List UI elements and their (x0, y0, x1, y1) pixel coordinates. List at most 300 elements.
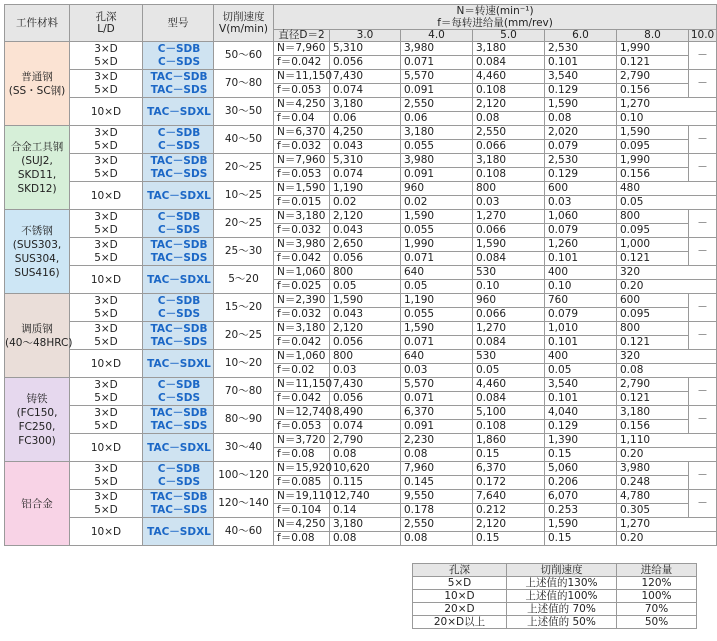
feed-value: 0.08 (330, 532, 401, 546)
cutting-speed: 70～80 (214, 378, 274, 406)
header-material: 工件材料 (5, 5, 70, 42)
model-value: TAC－SDS (150, 251, 208, 264)
model-value: C－SDS (157, 307, 201, 320)
cutting-speed: 5～20 (214, 266, 274, 294)
hole-depth-value: 3×D (94, 462, 118, 475)
table-row (5, 70, 717, 84)
feed-value: 0.08 (401, 448, 473, 462)
empty-cell: － (689, 126, 717, 154)
rpm-d2: N＝19,110 (274, 490, 330, 504)
rpm-value: 800 (330, 266, 401, 280)
rpm-value: 2,550 (401, 518, 473, 532)
feed-value: 0.05 (401, 280, 473, 294)
feed-value: 0.05 (617, 196, 717, 210)
rpm-value: 1,010 (545, 322, 617, 336)
rpm-value: 1,860 (473, 434, 545, 448)
feed-value: 0.055 (401, 140, 473, 154)
feed-value: 0.212 (473, 504, 545, 518)
empty-cell: － (689, 238, 717, 266)
rpm-value: 3,980 (617, 462, 689, 476)
header-speed-unit: V(m/min) (219, 23, 268, 35)
feed-value: 0.056 (330, 252, 401, 266)
rpm-value: 1,000 (617, 238, 689, 252)
rpm-value: 400 (545, 350, 617, 364)
rpm-value: 1,060 (545, 210, 617, 224)
material-name-line: FC300) (18, 434, 56, 447)
correction-cell: 上述值的 70% (507, 603, 617, 616)
feed-value: 0.05 (545, 364, 617, 378)
material-name-line: 普通钢 (21, 70, 53, 83)
rpm-value: 320 (617, 350, 717, 364)
model-value: TAC－SDXL (147, 357, 211, 370)
feed-value: 0.10 (545, 280, 617, 294)
empty-cell: － (689, 462, 717, 490)
correction-cell: 120% (617, 577, 697, 590)
model-value: TAC－SDB (150, 154, 208, 167)
hole-depth (70, 238, 143, 266)
rpm-value: 600 (617, 294, 689, 308)
feed-d2: f＝0.053 (274, 168, 330, 182)
rpm-value: 2,230 (401, 434, 473, 448)
correction-table (412, 563, 697, 629)
hole-depth (70, 518, 143, 546)
feed-value: 0.095 (617, 140, 689, 154)
cutting-speed: 20～25 (214, 322, 274, 350)
model-number (143, 266, 214, 294)
feed-value: 0.101 (545, 56, 617, 70)
rpm-value: 800 (617, 322, 689, 336)
empty-cell: － (689, 322, 717, 350)
header-depth-label: 孔深 (95, 11, 117, 23)
hole-depth-value: 10×D (90, 441, 122, 454)
cutting-speed: 120～140 (214, 490, 274, 518)
hole-depth-value: 10×D (90, 273, 122, 286)
feed-value: 0.129 (545, 420, 617, 434)
feed-value: 0.129 (545, 168, 617, 182)
rpm-value: 1,270 (473, 210, 545, 224)
hole-depth-value: 5×D (94, 335, 118, 348)
feed-value: 0.084 (473, 56, 545, 70)
rpm-d2: N＝1,060 (274, 350, 330, 364)
rpm-d2: N＝1,060 (274, 266, 330, 280)
correction-header-2: 进给量 (617, 564, 697, 577)
model-number (143, 98, 214, 126)
feed-value: 0.079 (545, 308, 617, 322)
empty-cell: － (689, 490, 717, 518)
table-row (5, 238, 717, 252)
hole-depth-value: 10×D (90, 525, 122, 538)
hole-depth-value: 5×D (94, 391, 118, 404)
feed-value: 0.115 (330, 476, 401, 490)
rpm-value: 530 (473, 266, 545, 280)
material-name-line: SUS416) (14, 266, 60, 279)
feed-value: 0.178 (401, 504, 473, 518)
hole-depth (70, 42, 143, 70)
material-name (5, 42, 70, 126)
rpm-value: 2,120 (473, 518, 545, 532)
table-row (5, 154, 717, 168)
correction-header-1: 切削速度 (507, 564, 617, 577)
hole-depth (70, 98, 143, 126)
hole-depth-value: 3×D (94, 126, 118, 139)
feed-value: 0.121 (617, 56, 689, 70)
hole-depth-value: 5×D (94, 503, 118, 516)
empty-cell: － (689, 378, 717, 406)
header-speed-label: 切削速度 (222, 11, 265, 23)
feed-value: 0.121 (617, 392, 689, 406)
cutting-speed: 70～80 (214, 70, 274, 98)
rpm-value: 3,180 (330, 518, 401, 532)
model-number (143, 42, 214, 70)
rpm-value: 1,190 (330, 182, 401, 196)
feed-value: 0.03 (330, 364, 401, 378)
rpm-d2: N＝15,920 (274, 462, 330, 476)
feed-d2: f＝0.08 (274, 532, 330, 546)
correction-cell: 上述值的100% (507, 590, 617, 603)
empty-cell: － (689, 406, 717, 434)
hole-depth-value: 3×D (94, 42, 118, 55)
hole-depth (70, 210, 143, 238)
model-value: TAC－SDXL (147, 273, 211, 286)
model-number (143, 434, 214, 462)
hole-depth-value: 5×D (94, 223, 118, 236)
feed-value: 0.02 (401, 196, 473, 210)
rpm-value: 1,990 (617, 154, 689, 168)
correction-row (413, 577, 697, 590)
header-speed (214, 5, 274, 42)
model-value: TAC－SDB (150, 70, 208, 83)
rpm-value: 7,430 (330, 70, 401, 84)
rpm-value: 480 (617, 182, 717, 196)
rpm-value: 5,060 (545, 462, 617, 476)
feed-value: 0.08 (473, 112, 545, 126)
hole-depth (70, 406, 143, 434)
empty-cell: － (689, 210, 717, 238)
material-name-line: FC250, (18, 420, 56, 433)
feed-value: 0.056 (330, 392, 401, 406)
rpm-value: 3,180 (401, 126, 473, 140)
hole-depth-value: 5×D (94, 139, 118, 152)
header-depth-ld: L/D (97, 23, 115, 35)
feed-value: 0.05 (473, 364, 545, 378)
model-number (143, 406, 214, 434)
rpm-value: 1,110 (617, 434, 717, 448)
rpm-value: 2,120 (473, 98, 545, 112)
rpm-value: 2,120 (330, 210, 401, 224)
rpm-value: 640 (401, 350, 473, 364)
feed-value: 0.02 (330, 196, 401, 210)
table-row (5, 462, 717, 476)
material-name-line: (FC150, (16, 406, 58, 419)
model-value: TAC－SDS (150, 167, 208, 180)
hole-depth-value: 3×D (94, 294, 118, 307)
hole-depth (70, 378, 143, 406)
feed-value: 0.15 (473, 532, 545, 546)
header-f-line: f＝每转进给量(mm/rev) (437, 17, 553, 29)
cutting-speed: 30～50 (214, 98, 274, 126)
rpm-value: 1,390 (545, 434, 617, 448)
feed-value: 0.03 (545, 196, 617, 210)
rpm-value: 2,530 (545, 154, 617, 168)
feed-value: 0.074 (330, 84, 401, 98)
rpm-value: 2,790 (617, 70, 689, 84)
empty-cell: － (689, 42, 717, 70)
empty-cell: － (689, 294, 717, 322)
correction-row (413, 603, 697, 616)
feed-value: 0.121 (617, 336, 689, 350)
rpm-value: 1,590 (401, 210, 473, 224)
feed-value: 0.156 (617, 420, 689, 434)
feed-d2: f＝0.025 (274, 280, 330, 294)
feed-d2: f＝0.08 (274, 448, 330, 462)
rpm-value: 2,790 (330, 434, 401, 448)
rpm-d2: N＝11,150 (274, 378, 330, 392)
rpm-value: 4,040 (545, 406, 617, 420)
rpm-value: 760 (545, 294, 617, 308)
model-value: C－SDB (157, 210, 201, 223)
material-name (5, 462, 70, 546)
feed-d2: f＝0.053 (274, 84, 330, 98)
table-row (5, 126, 717, 140)
feed-value: 0.10 (473, 280, 545, 294)
hole-depth-value: 5×D (94, 307, 118, 320)
rpm-value: 7,430 (330, 378, 401, 392)
hole-depth (70, 294, 143, 322)
rpm-value: 800 (330, 350, 401, 364)
hole-depth (70, 182, 143, 210)
feed-value: 0.145 (401, 476, 473, 490)
material-name (5, 126, 70, 210)
model-number (143, 518, 214, 546)
feed-value: 0.06 (330, 112, 401, 126)
feed-value: 0.108 (473, 168, 545, 182)
rpm-value: 1,590 (473, 238, 545, 252)
rpm-value: 5,570 (401, 70, 473, 84)
hole-depth-value: 5×D (94, 251, 118, 264)
rpm-value: 4,780 (617, 490, 689, 504)
correction-cell: 100% (617, 590, 697, 603)
feed-value: 0.20 (617, 280, 717, 294)
feed-value: 0.074 (330, 168, 401, 182)
hole-depth-value: 3×D (94, 406, 118, 419)
correction-cell: 10×D (413, 590, 507, 603)
feed-value: 0.15 (545, 532, 617, 546)
rpm-value: 1,270 (617, 518, 717, 532)
feed-value: 0.101 (545, 392, 617, 406)
model-value: C－SDB (157, 126, 201, 139)
feed-d2: f＝0.032 (274, 224, 330, 238)
model-value: C－SDS (157, 475, 201, 488)
rpm-value: 6,370 (401, 406, 473, 420)
correction-cell: 20×D以上 (413, 616, 507, 629)
cutting-speed: 15～20 (214, 294, 274, 322)
feed-value: 0.079 (545, 224, 617, 238)
hole-depth-value: 3×D (94, 238, 118, 251)
feed-value: 0.03 (473, 196, 545, 210)
rpm-value: 10,620 (330, 462, 401, 476)
rpm-value: 3,180 (617, 406, 689, 420)
cutting-speed: 80～90 (214, 406, 274, 434)
table-row (5, 266, 717, 280)
model-value: TAC－SDS (150, 83, 208, 96)
hole-depth (70, 154, 143, 182)
feed-value: 0.043 (330, 140, 401, 154)
rpm-value: 3,540 (545, 70, 617, 84)
cutting-speed: 10～20 (214, 350, 274, 378)
material-name-line: 铝合金 (21, 497, 53, 510)
diameter-4.0: 4.0 (401, 30, 473, 42)
feed-d2: f＝0.032 (274, 308, 330, 322)
feed-value: 0.055 (401, 308, 473, 322)
rpm-value: 5,310 (330, 154, 401, 168)
rpm-value: 3,540 (545, 378, 617, 392)
model-value: C－SDB (157, 378, 201, 391)
feed-value: 0.095 (617, 224, 689, 238)
rpm-value: 3,180 (473, 154, 545, 168)
model-value: TAC－SDS (150, 419, 208, 432)
model-number (143, 294, 214, 322)
rpm-d2: N＝6,370 (274, 126, 330, 140)
feed-value: 0.121 (617, 252, 689, 266)
model-number (143, 238, 214, 266)
feed-value: 0.101 (545, 336, 617, 350)
correction-cell: 上述值的 50% (507, 616, 617, 629)
material-name-line: SKD12) (17, 182, 57, 195)
rpm-value: 1,590 (401, 322, 473, 336)
correction-cell: 5×D (413, 577, 507, 590)
empty-cell: － (689, 154, 717, 182)
hole-depth-value: 3×D (94, 154, 118, 167)
feed-value: 0.15 (473, 448, 545, 462)
model-value: C－SDS (157, 391, 201, 404)
feed-value: 0.305 (617, 504, 689, 518)
feed-value: 0.091 (401, 84, 473, 98)
feed-value: 0.15 (545, 448, 617, 462)
material-name-line: (SUJ2, (21, 154, 53, 167)
feed-value: 0.066 (473, 224, 545, 238)
rpm-value: 6,070 (545, 490, 617, 504)
feed-value: 0.248 (617, 476, 689, 490)
hole-depth-value: 5×D (94, 475, 118, 488)
hole-depth (70, 490, 143, 518)
feed-value: 0.08 (617, 364, 717, 378)
rpm-d2: N＝4,250 (274, 98, 330, 112)
feed-value: 0.043 (330, 308, 401, 322)
table-row (5, 490, 717, 504)
feed-value: 0.091 (401, 168, 473, 182)
diameter-8.0: 8.0 (617, 30, 689, 42)
feed-d2: f＝0.042 (274, 56, 330, 70)
rpm-value: 5,570 (401, 378, 473, 392)
rpm-value: 2,120 (330, 322, 401, 336)
feed-value: 0.172 (473, 476, 545, 490)
feed-value: 0.066 (473, 308, 545, 322)
feed-value: 0.08 (330, 448, 401, 462)
cutting-speed: 100～120 (214, 462, 274, 490)
model-value: TAC－SDS (150, 503, 208, 516)
header-n-line: N＝转速(min⁻¹) (456, 5, 534, 17)
rpm-d2: N＝4,250 (274, 518, 330, 532)
feed-value: 0.056 (330, 336, 401, 350)
feed-value: 0.08 (401, 532, 473, 546)
model-number (143, 182, 214, 210)
material-name-line: (SS・SC钢) (8, 84, 66, 97)
correction-cell: 70% (617, 603, 697, 616)
feed-d2: f＝0.053 (274, 420, 330, 434)
cutting-speed: 10～25 (214, 182, 274, 210)
rpm-value: 3,980 (401, 154, 473, 168)
model-number (143, 154, 214, 182)
model-value: TAC－SDXL (147, 189, 211, 202)
model-value: TAC－SDXL (147, 441, 211, 454)
feed-d2: f＝0.104 (274, 504, 330, 518)
rpm-value: 1,590 (330, 294, 401, 308)
feed-value: 0.129 (545, 84, 617, 98)
hole-depth (70, 350, 143, 378)
feed-value: 0.084 (473, 336, 545, 350)
rpm-value: 960 (473, 294, 545, 308)
material-name-line: 不锈钢 (21, 224, 53, 237)
model-value: C－SDS (157, 139, 201, 152)
feed-d2: f＝0.015 (274, 196, 330, 210)
table-row (5, 294, 717, 308)
rpm-value: 800 (473, 182, 545, 196)
model-number (143, 322, 214, 350)
feed-value: 0.206 (545, 476, 617, 490)
feed-value: 0.043 (330, 224, 401, 238)
model-value: TAC－SDB (150, 238, 208, 251)
model-number (143, 490, 214, 518)
feed-value: 0.03 (401, 364, 473, 378)
rpm-value: 2,550 (473, 126, 545, 140)
feed-value: 0.20 (617, 532, 717, 546)
table-row (5, 322, 717, 336)
material-name (5, 294, 73, 378)
material-name-line: SUS304, (14, 252, 60, 265)
model-value: TAC－SDXL (147, 525, 211, 538)
rpm-value: 8,490 (330, 406, 401, 420)
feed-value: 0.10 (617, 112, 717, 126)
rpm-value: 7,960 (401, 462, 473, 476)
feed-value: 0.14 (330, 504, 401, 518)
cutting-speed: 50～60 (214, 42, 274, 70)
rpm-value: 1,270 (473, 322, 545, 336)
model-value: TAC－SDB (150, 322, 208, 335)
model-number (143, 210, 214, 238)
cutting-speed: 20～25 (214, 154, 274, 182)
model-value: TAC－SDB (150, 490, 208, 503)
hole-depth-value: 3×D (94, 322, 118, 335)
rpm-d2: N＝11,150 (274, 70, 330, 84)
feed-value: 0.071 (401, 252, 473, 266)
hole-depth (70, 266, 143, 294)
rpm-value: 2,550 (401, 98, 473, 112)
model-value: TAC－SDS (150, 335, 208, 348)
correction-header-0: 孔深 (413, 564, 507, 577)
hole-depth-value: 3×D (94, 70, 118, 83)
diameter-5.0: 5.0 (473, 30, 545, 42)
feed-value: 0.071 (401, 56, 473, 70)
feed-d2: f＝0.04 (274, 112, 330, 126)
hole-depth (70, 126, 143, 154)
rpm-value: 4,460 (473, 70, 545, 84)
feed-d2: f＝0.042 (274, 336, 330, 350)
rpm-value: 640 (401, 266, 473, 280)
rpm-d2: N＝12,740 (274, 406, 330, 420)
rpm-d2: N＝7,960 (274, 154, 330, 168)
model-value: C－SDB (157, 462, 201, 475)
material-name-line: 调质钢 (21, 322, 53, 335)
